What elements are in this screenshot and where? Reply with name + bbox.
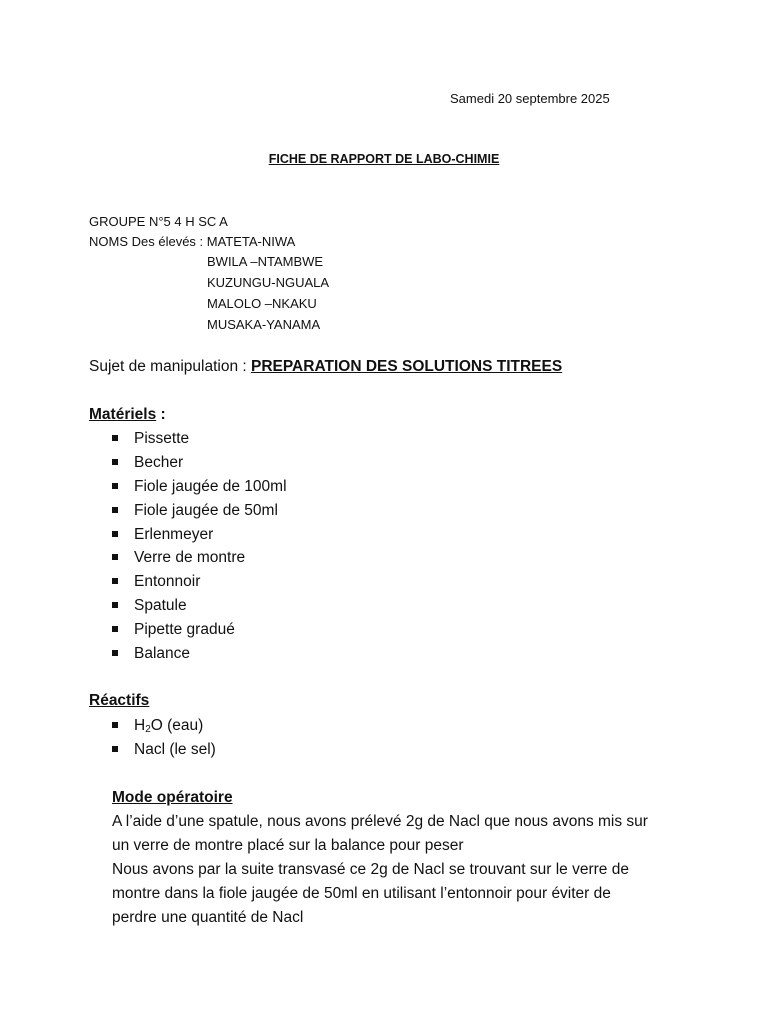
material-item: Fiole jaugée de 100ml [134,477,287,495]
list-item [112,618,287,642]
list-item [112,427,287,451]
water-formula-h: H [134,717,146,734]
square-bullet-icon [112,435,118,441]
material-item: Pissette [134,430,190,447]
water-formula-subscript: 2 [145,724,151,735]
student-name-3: KUZUNGU-NGUALA [207,275,330,290]
student-name-4: MALOLO –NKAKU [207,296,317,311]
materials-list [112,427,287,666]
square-bullet-icon [112,746,118,752]
students-label [89,234,295,249]
materials-heading-line [89,406,166,424]
square-bullet-icon [112,531,118,537]
material-item: Fiole jaugée de 50ml [134,501,278,519]
subject-label: Sujet de manipulation : [89,358,251,375]
list-item [112,642,287,666]
square-bullet-icon [112,626,118,632]
subject-line [89,358,562,376]
material-item: Verre de montre [134,549,246,567]
students-label-text: NOMS Des élevés : [89,234,207,249]
list-item [112,714,216,738]
reagents-heading: Réactifs [89,692,150,709]
reagent-salt: Nacl (le sel) [134,740,216,758]
list-item [112,546,287,570]
list-item [112,499,287,523]
procedure-line: perdre une quantité de Nacl [112,909,304,926]
square-bullet-icon [112,578,118,584]
material-item: Erlenmeyer [134,525,214,543]
report-title: FICHE DE RAPPORT DE LABO-CHIMIE [268,152,500,166]
procedure-line: A l’aide d’une spatule, nous avons prélevé 2g de Nacl que nous avons mis sur [112,813,648,830]
square-bullet-icon [112,483,118,489]
material-item: Pipette gradué [134,621,235,639]
reagent-water [134,717,203,734]
square-bullet-icon [112,507,118,513]
square-bullet-icon [112,554,118,560]
student-name-5: MUSAKA-YANAMA [207,317,321,332]
list-item [112,594,287,618]
procedure-heading: Mode opératoire [112,789,233,806]
list-item [112,570,287,594]
water-formula-rest: O (eau) [150,717,204,734]
procedure-line: un verre de montre placé sur la balance pour peser [112,837,464,854]
material-item: Entonnoir [134,573,201,591]
student-name-1: MATETA-NIWA [206,234,296,249]
procedure-line: Nous avons par la suite transvasé ce 2g de Nacl se trouvant sur le verre de [112,861,629,878]
reagents-list [112,714,216,762]
group-line: GROUPE N°5 4 H SC A [89,214,228,229]
materials-heading-colon: : [156,406,166,423]
material-item: Spatule [134,597,187,615]
procedure-paragraph [112,810,692,930]
list-item [112,523,287,547]
list-item [112,451,287,475]
materials-heading: Matériels [89,406,157,423]
square-bullet-icon [112,722,118,728]
list-item [112,475,287,499]
subject-value: PREPARATION DES SOLUTIONS TITREES [251,358,563,375]
report-date: Samedi 20 septembre 2025 [450,91,610,106]
material-item: Balance [134,645,191,663]
procedure-line: montre dans la fiole jaugée de 50ml en utilisant l’entonnoir pour éviter de [112,885,611,902]
list-item [112,738,216,762]
student-name-2: BWILA –NTAMBWE [207,254,324,269]
square-bullet-icon [112,459,118,465]
square-bullet-icon [112,602,118,608]
square-bullet-icon [112,650,118,656]
material-item: Becher [134,453,184,471]
